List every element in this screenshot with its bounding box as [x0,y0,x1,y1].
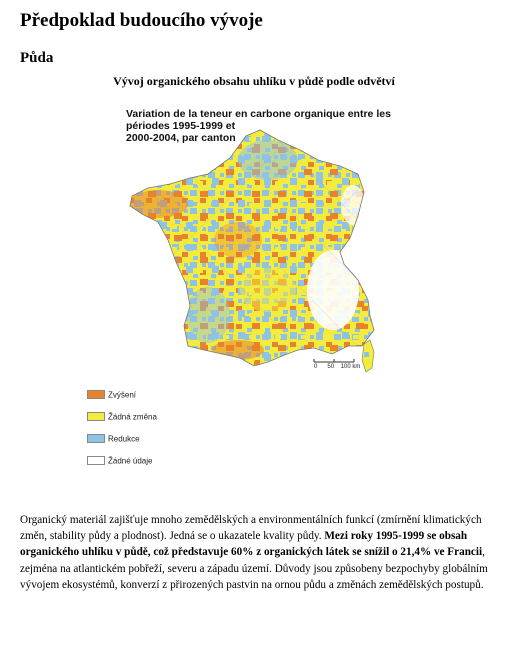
map-scale-labels [314,364,360,370]
scale-label: 100 km [340,364,361,370]
section-heading: Půda [20,50,54,66]
scale-label: 0 [314,364,318,370]
page-heading: Předpoklad budoucího vývoje [20,10,263,31]
legend-swatch [87,456,105,465]
figure-caption: Vývoj organického obsahu uhlíku v půdě podle odvětví [113,74,395,88]
legend-swatch [87,434,105,443]
paragraph-text: Organický materiál zajišťuje mnoho zemědělských a environmentálních funkcí (zmírnění klimatických změn, stability půdy a plodnost). Jedná se o ukazatele kvality půdy. [20,514,482,543]
scale-label: 50 [327,364,335,370]
paragraph-text: , zejména na atlantickém pobřeží, severu a západu území. Důvody jsou způsobeny bezpochyby globálním vývojem ekosystémů, konverzí z přirozených pastvin na ornou půdu a změnách zemědělských postupů. [20,546,488,591]
legend-item-reduction [87,434,140,444]
legend-label: Žádná změna [108,412,157,422]
body-paragraph [20,512,490,593]
legend-label: Žádné údaje [108,456,153,466]
france-soil-carbon-map [118,100,391,378]
legend-item-increase [87,390,136,400]
legend-swatch [87,412,105,421]
legend-label: Redukce [108,434,140,444]
legend-item-no-data [87,456,152,466]
map-title [126,108,391,144]
map-title-line: 2000-2004, par canton [126,132,236,144]
legend-label: Zvýšení [108,390,137,400]
legend-item-no-change [87,412,157,422]
legend-swatch [87,390,105,399]
map-title-line: périodes 1995-1999 et [126,120,236,132]
map-title-line: Variation de la teneur en carbone organique entre les [126,108,391,120]
paragraph-bold-text: Mezi roky 1995-1999 se obsah organického uhlíku v půdě, což představuje 60% z organických látek se snížil o 21,4% ve Francii [20,530,483,559]
